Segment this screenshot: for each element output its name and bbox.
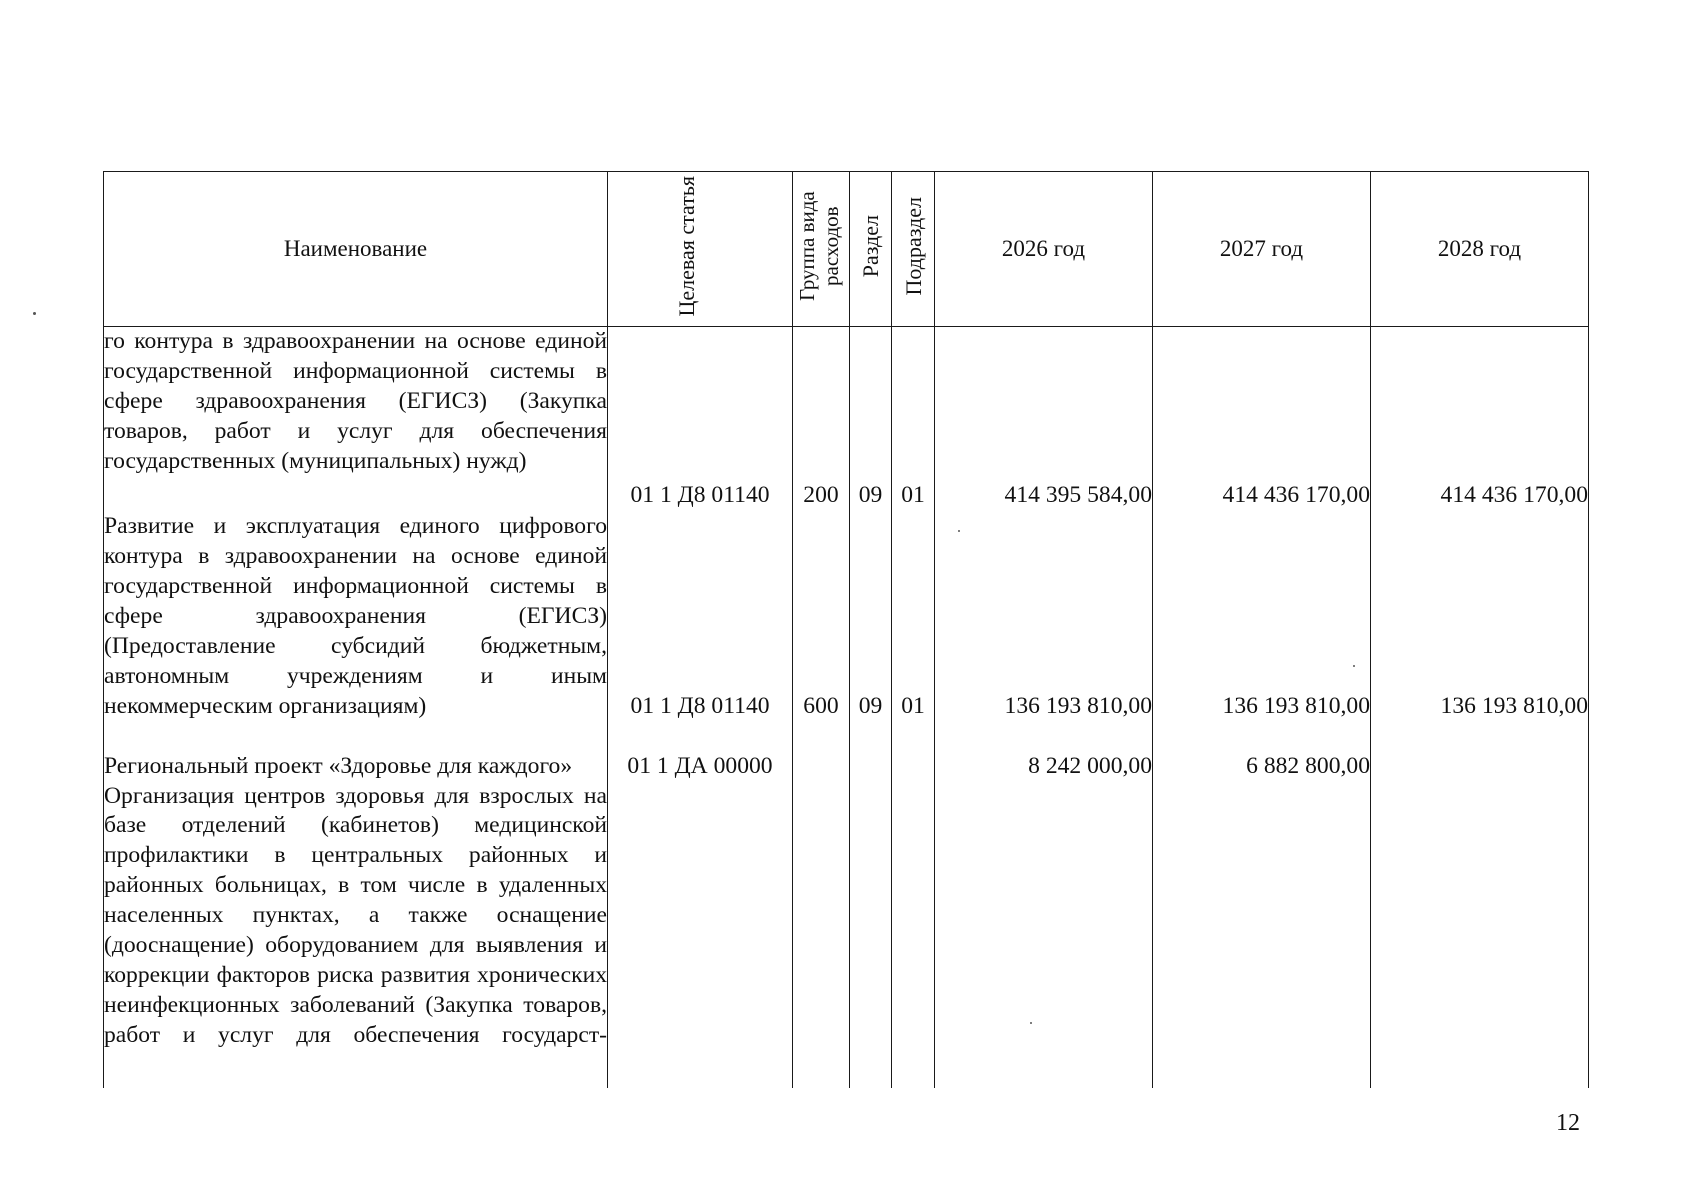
row-subsection: 01 — [892, 511, 935, 722]
row-name: го контура в здравоохранении на основе единой государственной информационной системы в сфере здравоохранения (ЕГИСЗ) (Закупка товаров, работ и услуг для обеспечения государственных (муниципальных) нужд) — [104, 327, 608, 511]
row-expense-group — [793, 722, 850, 782]
row-year-2026: 136 193 810,00 — [935, 511, 1153, 722]
table-row — [104, 782, 1589, 1088]
row-name: Организация центров здоровья для взрослых на базе отделений (кабинетов) медицинской профилактики в центральных районных и районных больницах, в том числе в удаленных населенных пунктах, а также оснащение (дооснащение) оборудованием для выявления и коррекции факторов риска развития хронических неинфекционных заболеваний (Закупка товаров, работ и услуг для обеспечения государст- — [104, 782, 608, 1088]
row-subsection — [892, 722, 935, 782]
scan-speck — [1353, 665, 1355, 667]
row-year-2028 — [1371, 782, 1589, 1088]
page-number: 12 — [1556, 1110, 1580, 1136]
row-year-2026: 8 242 000,00 — [935, 722, 1153, 782]
row-year-2027: 136 193 810,00 — [1153, 511, 1371, 722]
row-expense-group: 600 — [793, 511, 850, 722]
row-year-2028: 136 193 810,00 — [1371, 511, 1589, 722]
row-year-2027: 6 882 800,00 — [1153, 722, 1371, 782]
table-row — [104, 511, 1589, 722]
row-subsection: 01 — [892, 327, 935, 511]
row-name: Региональный проект «Здоровье для каждого» — [104, 722, 608, 782]
header-section: Раздел — [850, 172, 892, 327]
budget-table — [103, 171, 1589, 1088]
table-row — [104, 327, 1589, 511]
row-section: 09 — [850, 327, 892, 511]
table-header-row — [104, 172, 1589, 327]
row-year-2028 — [1371, 722, 1589, 782]
header-name: Наименование — [104, 172, 608, 327]
header-target-article: Целевая статья — [608, 172, 793, 327]
row-expense-group — [793, 782, 850, 1088]
row-target-article — [608, 782, 793, 1088]
header-expense-group: Группа вида расходов — [793, 172, 850, 327]
scan-speck — [33, 312, 36, 315]
header-year-2027: 2027 год — [1153, 172, 1371, 327]
row-section — [850, 722, 892, 782]
scan-speck — [958, 530, 960, 532]
row-section — [850, 782, 892, 1088]
row-year-2026: 414 395 584,00 — [935, 327, 1153, 511]
table-row — [104, 722, 1589, 782]
header-year-2028: 2028 год — [1371, 172, 1589, 327]
row-year-2026 — [935, 782, 1153, 1088]
row-target-article: 01 1 ДА 00000 — [608, 722, 793, 782]
row-subsection — [892, 782, 935, 1088]
row-year-2027: 414 436 170,00 — [1153, 327, 1371, 511]
row-target-article: 01 1 Д8 01140 — [608, 327, 793, 511]
row-year-2027 — [1153, 782, 1371, 1088]
row-target-article: 01 1 Д8 01140 — [608, 511, 793, 722]
row-name: Развитие и эксплуатация единого цифрового контура в здравоохранении на основе единой государственной информационной системы в сфере здравоохранения (ЕГИСЗ) (Предоставление субсидий бюджетным, автономным учреждениям и иным некоммерческим организациям) — [104, 511, 608, 722]
row-year-2028: 414 436 170,00 — [1371, 327, 1589, 511]
row-section: 09 — [850, 511, 892, 722]
header-subsection: Подраздел — [892, 172, 935, 327]
row-expense-group: 200 — [793, 327, 850, 511]
scan-speck — [1030, 1022, 1032, 1024]
header-year-2026: 2026 год — [935, 172, 1153, 327]
